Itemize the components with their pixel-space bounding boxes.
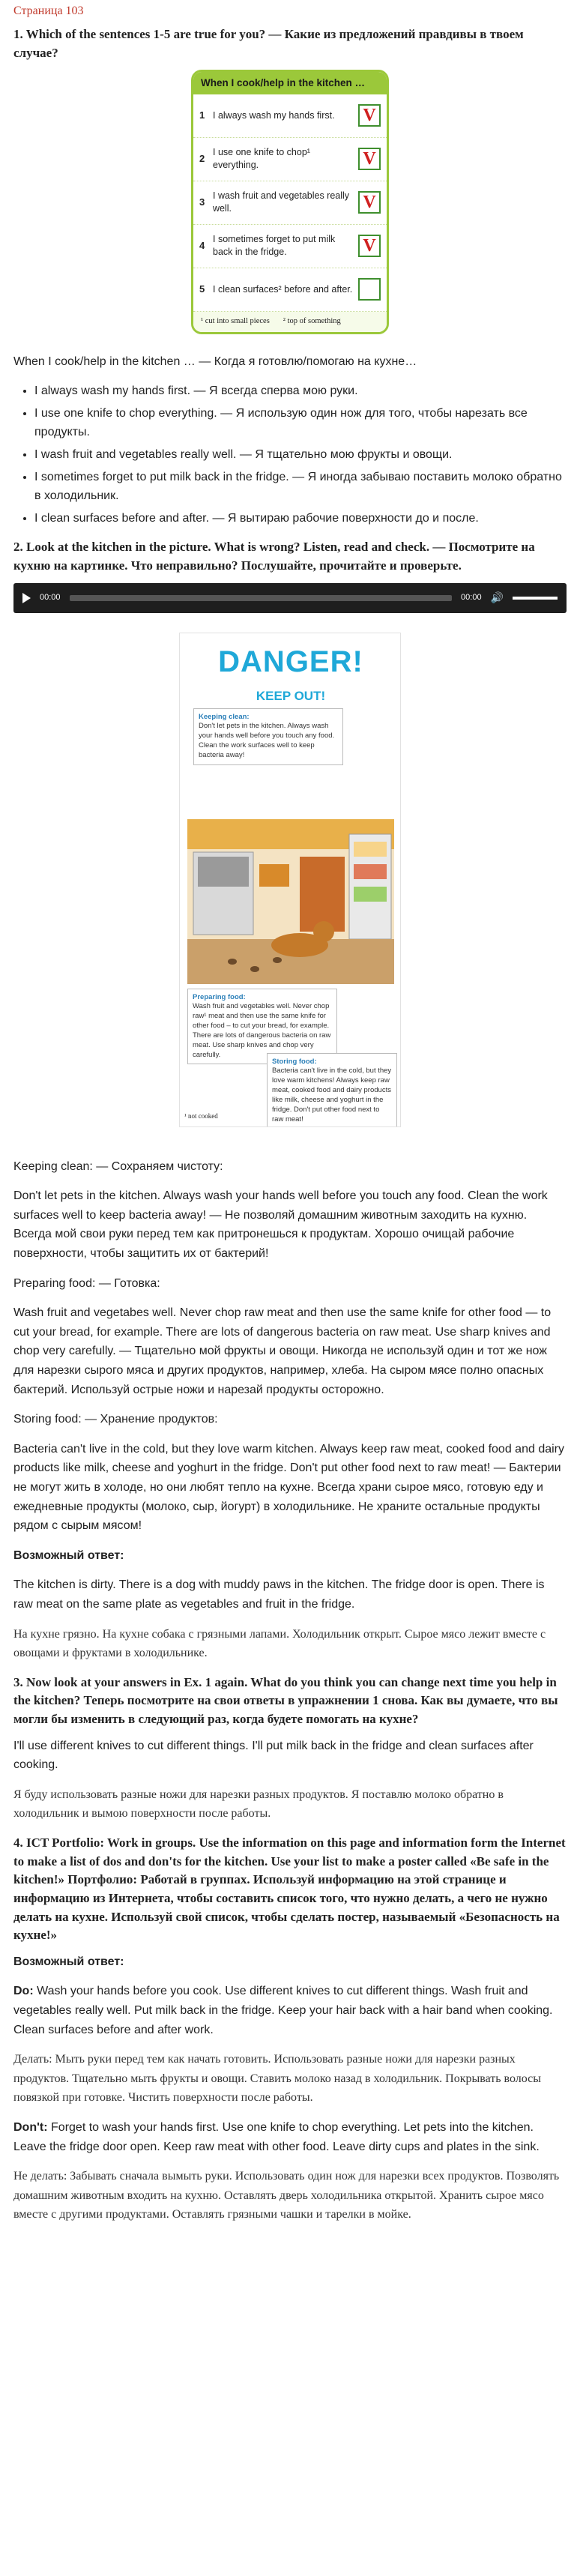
card-row (193, 138, 387, 181)
card-footnote: ² top of something (283, 316, 341, 325)
keeping-clean-body: Don't let pets in the kitchen. Always wash your hands well before you touch any food. Clean the work surfaces well to keep bacteria away! — Не позволяй домашним животным заходить на кухню. Всегда мой свои руки перед тем как притронешься к продуктам. Хорошо очищай рабочие поверхности, чтобы защитить их от бактерий! (13, 1189, 548, 1261)
dont-label: Don't: (13, 2121, 48, 2135)
volume-slider[interactable] (513, 597, 558, 600)
card-row-text: I wash fruit and vegetables really well. (213, 190, 350, 214)
card-row (193, 225, 387, 268)
exercise-2-answer-ru: На кухне грязно. На кухне собака с грязными лапами. Холодильник открыт. Сырое мясо лежит вместе с овощами и фруктами в холодильнике. (13, 1627, 546, 1660)
poster-preparing-text: Wash fruit and vegetables well. Never chop raw¹ meat and then use the same knife for other food – to cut your bread, for example. There are lots of dangerous bacteria on raw meat. Use sharp knives and chop very carefully. (193, 1002, 331, 1059)
card-row-number: 4 (199, 239, 205, 251)
exercise-2-answer-en: The kitchen is dirty. There is a dog with muddy paws in the kitchen. The fridge door is open. There is raw meat on the same plate as vegetables and fruit in the fridge. (13, 1578, 545, 1611)
dont-paragraph (13, 2118, 567, 2156)
do-paragraph (13, 1982, 567, 2039)
card-header: When I cook/help in the kitchen … (193, 72, 387, 94)
page-label: Страница 103 (13, 4, 84, 17)
preparing-heading: Preparing food: — Готовка: (13, 1276, 160, 1290)
poster-keeping-clean-text: Don't let pets in the kitchen. Always wash your hands well before you touch any food. Clean the work surfaces well to keep bacteria away! (199, 722, 335, 759)
exercise-1-card-wrap (13, 70, 567, 352)
list-item: • I always wash my hands first. — Я всегда сперва мою руки. (34, 381, 567, 401)
checkbox-mark[interactable]: V (358, 191, 381, 214)
checkbox-mark[interactable]: V (358, 104, 381, 127)
exercise-1-intro: When I cook/help in the kitchen … — Когда я готовлю/помогаю на кухне… (13, 355, 417, 368)
danger-poster (179, 633, 401, 1127)
exercise-3-answer-en: I'll use different knives to cut different things. I'll put milk back in the fridge and clean surfaces after cooking. (13, 1739, 534, 1772)
exercise-1-sentence-list (34, 381, 567, 528)
card-row (193, 94, 387, 138)
volume-icon[interactable]: 🔊 (490, 591, 504, 604)
list-item: • I wash fruit and vegetables really well. — Я тщательно мою фрукты и овощи. (34, 445, 567, 465)
do-label: Do: (13, 1985, 34, 1998)
card-row (193, 181, 387, 225)
poster-storing-box (267, 1053, 397, 1127)
storing-body: Bacteria can't live in the cold, but they love warm kitchen. Always keep raw meat, cooked food and dairy products like milk, cheese and yoghurt in the fridge. Don't put other food next to raw meat! — Бактерии не могут жить в холоде, но они любят тепло на кухне. Всегда храни сырое мясо, готовую еду и ежедневные продукты (молоко, сыр, йогурт) в холодильнике. Не храните остальные продукты рядом с сырым мясом! (13, 1442, 564, 1533)
poster-keeping-clean-title: Keeping clean: (199, 712, 250, 721)
card-footnote: ¹ cut into small pieces (201, 316, 270, 325)
do-translation: Делать: Мыть руки перед тем как начать готовить. Использовать разные ножи для нарезки разных продуктов. Тщательно мыть фрукты и овощи. Ставить молоко назад в холодильник. Покрывать волосы повязкой при готовке. Чистить поверхности после работы. (13, 2053, 542, 2105)
card-row-number: 2 (199, 152, 205, 164)
checkbox-mark[interactable]: V (358, 235, 381, 257)
card-row-number: 1 (199, 109, 205, 121)
list-item: • I use one knife to chop everything. — Я использую один нож для того, чтобы нарезать все продукты. (34, 404, 567, 442)
poster-storing-text: Bacteria can't live in the cold, but they love warm kitchens! Always keep raw meat, cooked food and dairy products like milk, cheese and yoghurt in the fridge. Don't put other food next to raw meat! (272, 1067, 392, 1123)
audio-current-time: 00:00 (40, 592, 61, 602)
card-row (193, 268, 387, 312)
exercise-3-title: 3. Now look at your answers in Ex. 1 again. What do you think you can change next time you help in the kitchen? Теперь посмотрите на свои ответы в упражнении 1 снова. Как вы думаете, что вы могли бы изменить в следующий раз, когда будете помогать на кухне? (13, 1674, 558, 1726)
poster-footnote: ¹ not cooked (184, 1112, 218, 1120)
exercise-4-title: 4. ICT Portfolio: Work in groups. Use the information on this page and information form the Internet to make a list of dos and don'ts for the kitchen. Use your list to make a poster called «Be safe in the kitchen!» Портфолио: Работай в группах. Используй информацию на этой странице и информацию из Интернета, чтобы составить список того, что нужно делать, а чего не нужно делать на кухне. Используй свой список, чтобы сделать постер, называемый «Безопасность на кухне!» (13, 1836, 566, 1943)
card-row-text: I clean surfaces² before and after. (213, 283, 353, 295)
card-footnotes (193, 312, 387, 332)
answer-label: Возможный ответ: (13, 1548, 124, 1562)
list-item: • I sometimes forget to put milk back in the fridge. — Я иногда забываю поставить молоко обратно в холодильник. (34, 468, 567, 506)
poster-keep-out: KEEP OUT! (256, 688, 326, 703)
poster-preparing-title: Preparing food: (193, 992, 246, 1001)
card-row-number: 3 (199, 196, 205, 208)
audio-progress-track[interactable] (70, 595, 453, 601)
audio-duration: 00:00 (461, 592, 482, 602)
kitchen-illustration (187, 819, 394, 984)
play-icon[interactable] (22, 593, 31, 603)
card-row-text: I always wash my hands first. (213, 109, 335, 121)
dont-text: Forget to wash your hands first. Use one knife to chop everything. Let pets into the kitchen. Leave the fridge door open. Keep raw meat with other food. Leave dirty cups and plates in the sink. (13, 2121, 540, 2153)
checkbox-mark[interactable]: V (358, 148, 381, 170)
storing-heading: Storing food: — Хранение продуктов: (13, 1413, 218, 1426)
exercise-1-card (191, 70, 389, 334)
preparing-body: Wash fruit and vegetabes well. Never chop raw meat and then use the same knife for other food — to cut your bread, for example. There are lots of dangerous bacteria on raw meat. Use sharp knives and chop very carefully. — Тщательно мой фрукты и овощи. Никогда не используй один и тот же нож для нарезки сырого мяса и других продуктов, например, хлеба. На сыром мясе полно опасных бактерий. Используй острые ножи и нарезай продукты осторожно. (13, 1306, 552, 1396)
dont-translation: Не делать: Забывать сначала вымыть руки. Использовать один нож для нарезки всех продуктов. Позволять домашним животным входить на кухню. Оставлять дверь холодильника открытой. Хранить сырое мясо вместе с другими продуктами. Оставлять грязными чашки и тарелки в мойке. (13, 2170, 560, 2221)
poster-keeping-clean-box (193, 708, 343, 765)
card-row-text: I sometimes forget to put milk back in the fridge. (213, 233, 336, 258)
do-text: Wash your hands before you cook. Use different knives to cut different things. Wash fruit and vegetables really well. Put milk back in the fridge. Keep your hair back with a hair band when cooking. Clean surfaces before and after work. (13, 1985, 553, 2036)
exercise-3-answer-ru: Я буду использовать разные ножи для нарезки разных продуктов. Я поставлю молоко обратно в холодильник и вымою поверхности после работы. (13, 1788, 504, 1821)
checkbox-empty[interactable] (358, 278, 381, 301)
audio-player (13, 583, 567, 613)
poster-wrap (13, 633, 567, 1157)
poster-danger-title: DANGER! (218, 645, 363, 678)
list-item: • I clean surfaces before and after. — Я вытираю рабочие поверхности до и после. (34, 509, 567, 528)
card-row-number: 5 (199, 283, 205, 295)
card-row-text: I use one knife to chop¹ everything. (213, 146, 310, 171)
answer-label: Возможный ответ: (13, 1955, 124, 1968)
exercise-1-title: 1. Which of the sentences 1-5 are true for you? — Какие из предложений правдивы в твоем случае? (13, 27, 524, 60)
poster-storing-title: Storing food: (272, 1057, 317, 1066)
exercise-2-title: 2. Look at the kitchen in the picture. What is wrong? Listen, read and check. — Посмотрите на кухню на картинке. Что неправильно? Послушайте, прочитайте и проверьте. (13, 540, 535, 573)
keeping-clean-heading: Keeping clean: — Сохраняем чистоту: (13, 1159, 223, 1173)
